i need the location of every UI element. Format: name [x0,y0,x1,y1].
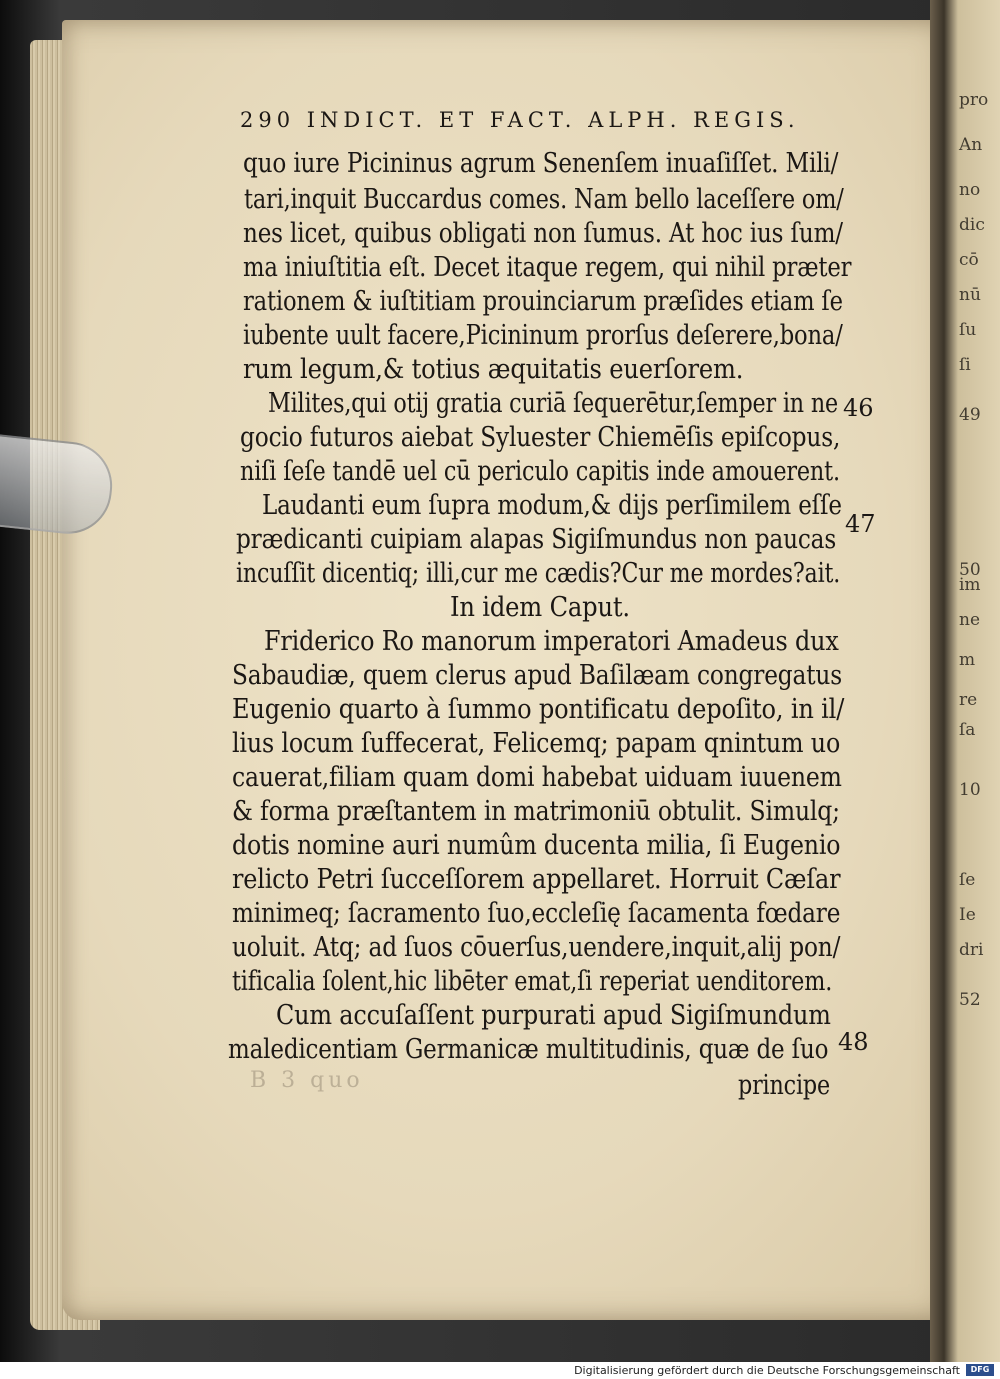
running-head: 290 INDICT. ET FACT. ALPH. REGIS. [240,108,800,132]
text-line: Laudanti eum ſupra modum,& dijs perſimilem eſſe [262,490,842,521]
margin-number-47: 47 [845,510,876,538]
text-line: incuſſit dicentiq; illi,cur me cædis?Cur me mordes?ait. [236,558,841,589]
facing-page-text: no [959,180,981,200]
margin-number-46: 46 [843,394,874,422]
text-line: lius locum ſuffecerat, Felicemq; papam qnintum uo [232,728,841,759]
facing-page-text: pro [959,90,989,110]
text-line: rum legum,& totius æquitatis euerſorem. [243,354,744,385]
facing-page-text: 10 [959,780,981,800]
facing-page-text: m [959,650,976,670]
facing-page-text: dic [959,215,985,235]
text-line: Cum accuſaſſent purpurati apud Sigiſmundum [276,1000,831,1031]
facing-page-text: im [959,575,981,595]
text-line: minimeq; ſacramento ſuo,eccleſię ſacamenta fœdare [232,898,841,929]
facing-page-text: ſi [959,355,971,375]
footer-bar [0,1362,1000,1379]
facing-page-text: An [959,135,983,155]
text-line: & forma præſtantem in matrimoniū obtulit. Simulq; [232,796,840,827]
facing-page-text: cō [959,250,979,270]
text-line: cauerat,filiam quam domi habebat uiduam iuuenem [232,762,842,793]
text-line: gocio futuros aiebat Syluester Chiemēſis epiſcopus, [240,422,841,453]
facing-page-text: dri [959,940,984,960]
text-line: tari,inquit Buccardus comes. Nam bello laceſſere om/ [244,184,844,215]
text-line: ma iniuſtitia eſt. Decet itaque regem, qui nihil præter [243,252,852,283]
facing-page-text: ne [959,610,981,630]
text-line: uoluit. Atq; ad ſuos cōuerſus,uendere,inquit,alij pon/ [232,932,841,963]
text-line: Friderico Ro manorum imperatori Amadeus dux [264,626,839,657]
facing-page-text: nū [959,285,981,305]
text-line: principe [738,1070,830,1101]
dfg-logo: DFG [966,1364,994,1376]
facing-page-text: re [959,690,978,710]
text-line: prædicanti cuipiam alapas Sigiſmundus non paucas [236,524,837,555]
text-line: Sabaudiæ, quem clerus apud Baſilæam congregatus [232,660,842,691]
text-line: Eugenio quarto à ſummo pontificatu depoſito, in il/ [232,694,845,725]
facing-page-text: 49 [959,405,981,425]
text-line: nes licet, quibus obligati non ſumus. At hoc ius ſum/ [243,218,843,249]
text-line: Milites,qui otij gratia curiā ſequerētur,ſemper in ne [268,388,838,419]
show-through-text: B 3 quo [250,1068,364,1093]
facing-page-text: Ie [959,905,976,925]
text-line: niſi ſeſe tandē uel cū periculo capitis inde amouerent. [240,456,840,487]
section-heading: In idem Caput. [450,592,630,623]
text-line: relicto Petri ſucceſſorem appellaret. Horruit Cæſar [232,864,841,895]
facing-page-text: 52 [959,990,981,1010]
facing-page-text: 50 [959,560,981,580]
text-line: maledicentiam Germanicæ multitudinis, quæ de ſuo [228,1034,829,1065]
facing-page-text: ſe [959,870,976,890]
funding-credit: Digitalisierung gefördert durch die Deutsche Forschungsgemeinschaft [574,1364,960,1377]
text-line: dotis nomine auri numûm ducenta milia, ſi Eugenio [232,830,841,861]
text-line: tificalia ſolent,hic libēter emat,ſi reperiat uenditorem. [232,966,833,997]
facing-page-text: ſu [959,320,977,340]
facing-page-text: ſa [959,720,976,740]
text-line: iubente uult facere,Picininum prorſus deſerere,bona/ [243,320,843,351]
text-line: quo iure Picininus agrum Senenſem inuaſiſſet. Mili/ [243,148,839,179]
margin-number-48: 48 [838,1028,869,1056]
text-line: rationem & iuſtitiam prouinciarum præſides etiam ſe [243,286,843,317]
